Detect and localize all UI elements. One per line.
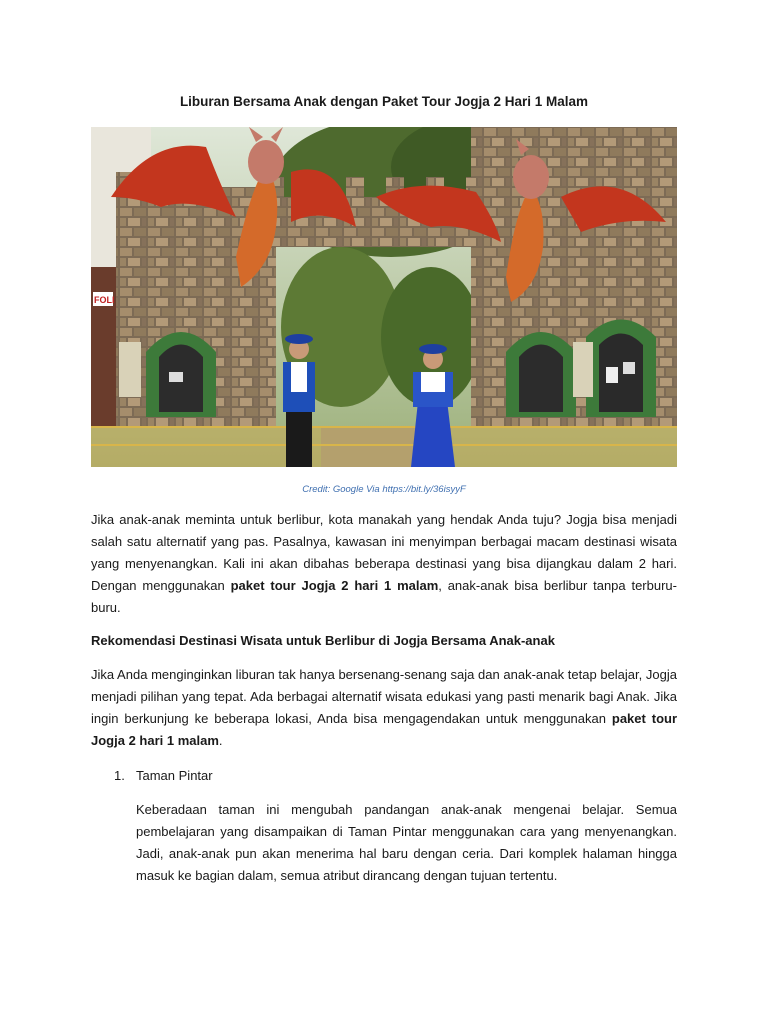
section-heading: Rekomendasi Destinasi Wisata untuk Berlibur di Jogja Bersama Anak-anak [91,633,555,648]
paragraph-intro [91,509,677,619]
paragraph-recommendation-keyword: paket tour Jogja 2 hari 1 malam [91,711,678,748]
sign-text: FOLI [94,295,115,305]
paragraph-intro-keyword: paket tour Jogja 2 hari 1 malam [230,578,439,593]
paragraph-intro-text: Jika anak-anak meminta untuk berlibur, kota manakah yang hendak Anda tuju? Jogja bisa menjadi salah satu alternatif yang pas. Pasalnya, kawasan ini menyimpan berbagai macam destinasi wisata yang menyenangkan. Kali ini akan dibahas beberapa destinasi yang bisa dijangkau dalam 2 hari. Dengan menggunakan [91,512,677,593]
paragraph-recommendation [91,664,677,752]
image-caption: Credit: Google Via https://bit.ly/36isyyF [302,484,466,495]
list-item-body: Keberadaan taman ini mengubah pandangan anak-anak mengenai belajar. Semua pembelajaran yang disampaikan di Taman Pintar menggunakan cara yang menyenangkan. Jadi, anak-anak pun akan menerima hal baru dengan ceria. Dari komplek halaman hingga masuk ke bagian dalam, semua atribut dirancang dengan tujuan tertentu. [136,802,677,883]
document-title: Liburan Bersama Anak dengan Paket Tour Jogja 2 Hari 1 Malam [179,94,589,109]
photo-illustration [91,127,677,467]
paragraph-intro-end: , anak-anak bisa berlibur tanpa terburu-buru. [91,578,677,615]
paragraph-recommendation-end: . [218,733,223,748]
list-item-title: Taman Pintar [136,768,213,783]
list-item-number: 1. [114,768,125,783]
paragraph-recommendation-text: Jika Anda menginginkan liburan tak hanya bersenang-senang saja dan anak-anak tetap belajar, Jogja menjadi pilihan yang tepat. Ada berbagai alternatif wisata edukasi yang pasti menarik bagi Anak. Jika ingin berkunjung ke beberapa lokasi, Anda bisa mengagendakan untuk menggunakan [91,667,677,726]
castle-gate-photo [91,127,677,467]
